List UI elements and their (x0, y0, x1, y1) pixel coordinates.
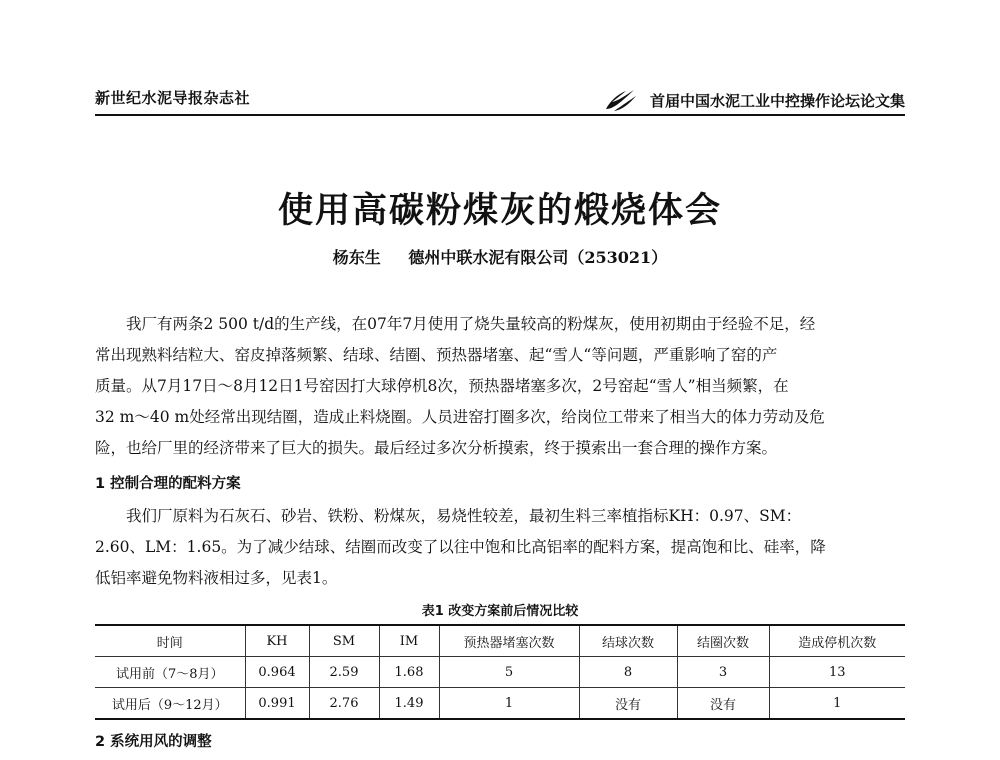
proceedings-title-group (604, 87, 905, 113)
table-header-row (95, 625, 905, 657)
publisher-name: 新世纪水泥导报杂志社 (95, 89, 251, 107)
paragraph-line: 2.60、LM：1.65。为了减少结球、结圈而改变了以往中饱和比高铝率的配料方案，提高饱和比、硅率，降 (95, 538, 826, 556)
paragraph-line: 我厂有两条2 500 t/d的生产线，在07年7月使用了烧失量较高的粉煤灰，使用初期由于经验不足，经 (126, 315, 816, 333)
column-header: IM (379, 625, 439, 657)
section-1-heading: 1 控制合理的配料方案 (95, 476, 241, 492)
paragraph-line: 常出现熟料结粒大、窑皮掉落频繁、结球、结圈、预热器堵塞、起“雪人“等问题，严重影响了窑的产 (95, 346, 778, 364)
affiliation: 德州中联水泥有限公司（253021） (408, 248, 668, 267)
paragraph-line: 低铝率避免物料液相过多，见表1。 (95, 569, 338, 587)
table-cell: 0.964 (245, 657, 309, 688)
table-cell: 没有 (579, 688, 677, 720)
section-1-paragraph (95, 501, 905, 594)
paragraph-line: 32 m～40 m处经常出现结圈，造成止料烧圈。人员进窑打圈多次，给岗位工带来了相当大的体力劳动及危 (95, 408, 825, 426)
table-cell: 2.59 (309, 657, 379, 688)
intro-paragraph (95, 309, 905, 464)
section-2-heading: 2 系统用风的调整 (95, 734, 212, 750)
column-header: 结圈次数 (677, 625, 769, 657)
comparison-table (95, 624, 905, 720)
column-header: 预热器堵塞次数 (439, 625, 579, 657)
proceedings-title: 首届中国水泥工业中控操作论坛论文集 (649, 91, 905, 110)
author-name: 杨东生 (332, 248, 381, 267)
table-row (95, 657, 905, 688)
table-cell: 5 (439, 657, 579, 688)
column-header: 造成停机次数 (769, 625, 905, 657)
byline (0, 245, 1000, 268)
table-cell: 2.76 (309, 688, 379, 720)
table-row (95, 688, 905, 720)
running-header (95, 78, 905, 116)
table-cell: 13 (769, 657, 905, 688)
table-cell: 1 (769, 688, 905, 720)
column-header: 时间 (95, 625, 245, 657)
swoosh-logo-icon (604, 87, 638, 113)
column-header: SM (309, 625, 379, 657)
table-caption: 表1 改变方案前后情况比较 (421, 604, 579, 619)
table-cell: 3 (677, 657, 769, 688)
table-cell: 8 (579, 657, 677, 688)
column-header: 结球次数 (579, 625, 677, 657)
paragraph-line: 质量。从7月17日～8月12日1号窑因打大球停机8次，预热器堵塞多次，2号窑起“雪人”相当频繁，在 (95, 377, 789, 395)
paragraph-line: 我们厂原料为石灰石、砂岩、铁粉、粉煤灰，易烧性较差，最初生料三率植指标KH：0.97、SM： (126, 507, 802, 525)
paragraph-line: 险，也给厂里的经济带来了巨大的损失。最后经过多次分析摸索，终于摸索出一套合理的操作方案。 (95, 439, 778, 457)
table-cell: 试用前（7～8月） (95, 657, 245, 688)
table-cell: 试用后（9～12月） (95, 688, 245, 720)
column-header: KH (245, 625, 309, 657)
article-title: 使用高碳粉煤灰的煅烧体会 (277, 190, 722, 231)
table-cell: 0.991 (245, 688, 309, 720)
table-cell: 没有 (677, 688, 769, 720)
table-cell: 1.49 (379, 688, 439, 720)
table-cell: 1.68 (379, 657, 439, 688)
table-cell: 1 (439, 688, 579, 720)
